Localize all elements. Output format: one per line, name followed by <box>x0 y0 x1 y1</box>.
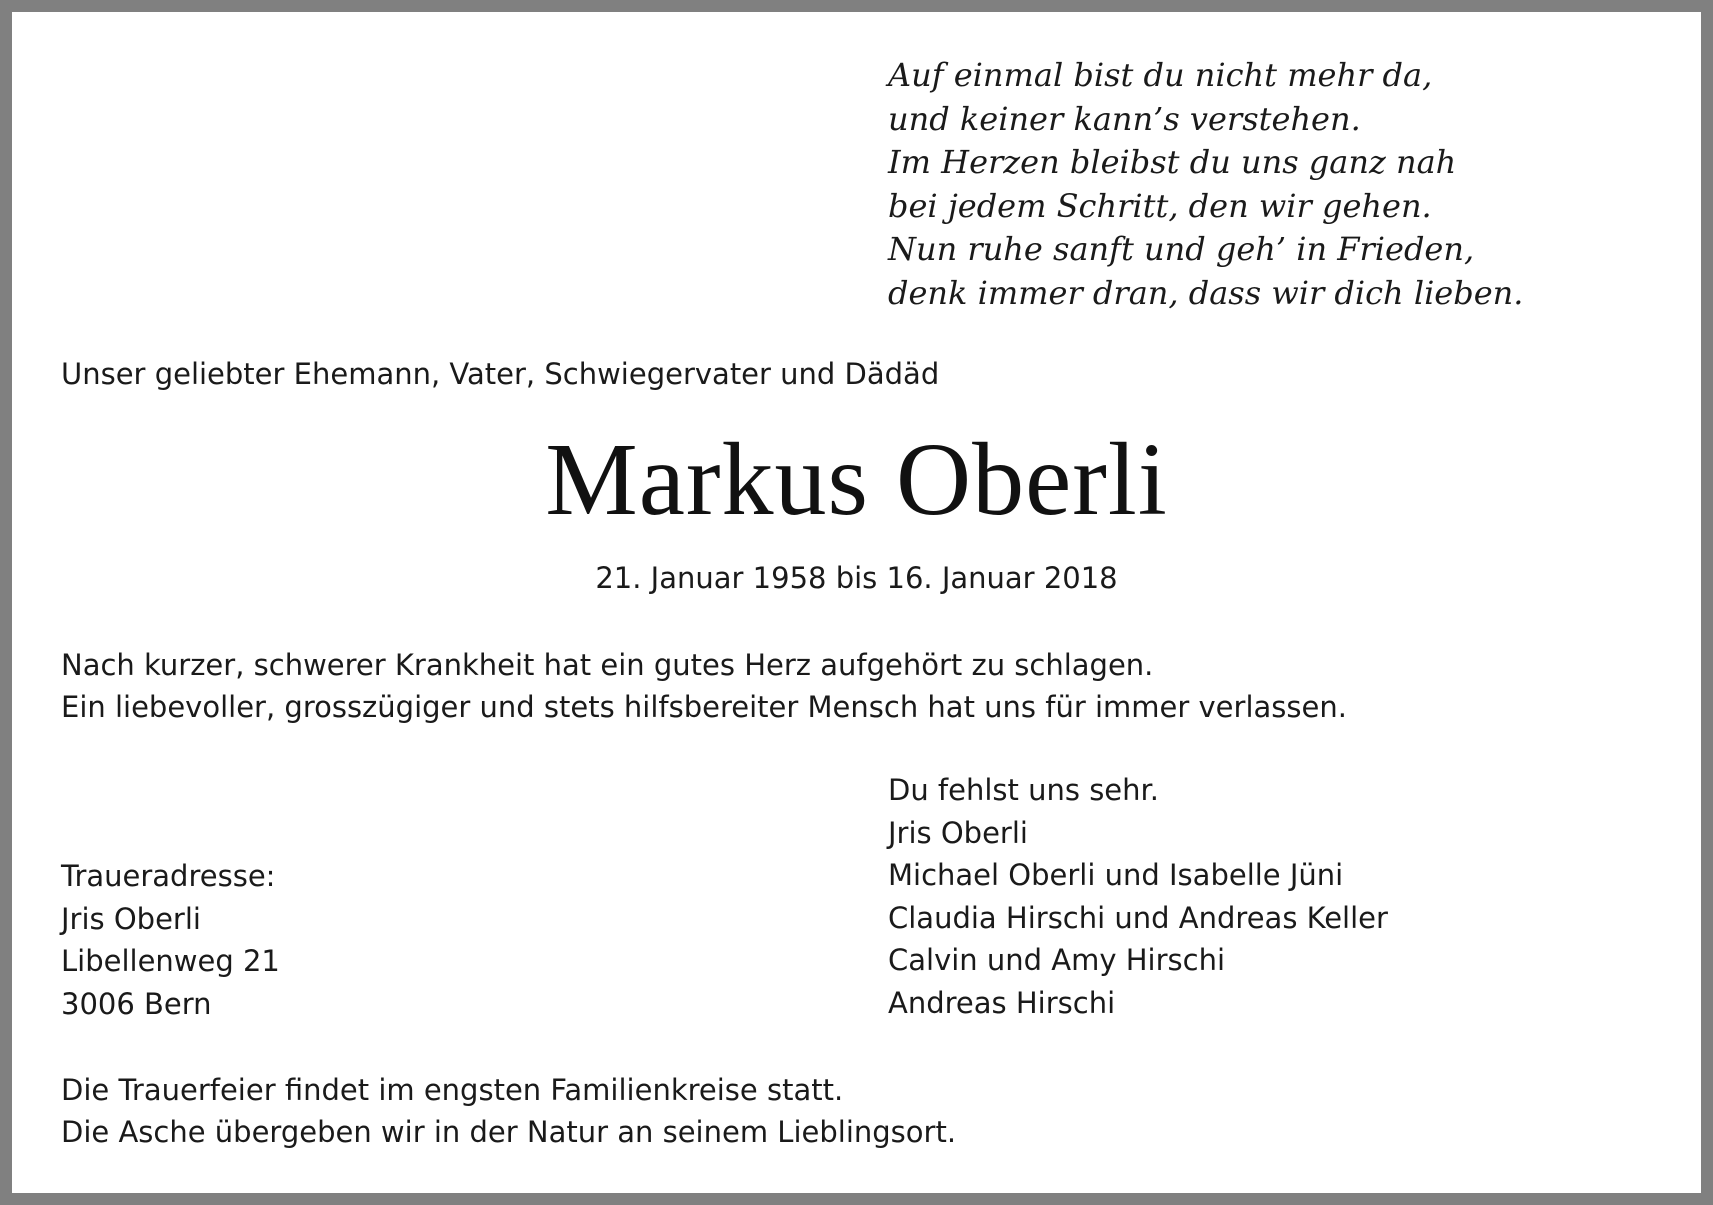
family-line: Jris Oberli <box>888 815 1028 850</box>
obituary-card <box>12 12 1701 1193</box>
message-line: Ein liebevoller, grosszügiger und stets hilfsbereiter Mensch hat uns für immer verlassen. <box>61 690 1347 724</box>
poem-line: Auf einmal bist du nicht mehr da, <box>888 56 1433 94</box>
family-list <box>888 769 1388 1024</box>
address-line: 3006 Bern <box>61 986 212 1021</box>
family-line: Claudia Hirschi und Andreas Keller <box>888 900 1388 935</box>
address-line: Libellenweg 21 <box>61 944 280 978</box>
poem-line: denk immer dran, dass wir dich lieben. <box>888 273 1524 312</box>
family-line: Andreas Hirschi <box>888 985 1116 1020</box>
family-line: Du fehlst uns sehr. <box>888 773 1160 807</box>
poem-line: und keiner kann’s verstehen. <box>888 99 1361 138</box>
intro-text: Unser geliebter Ehemann, Vater, Schwiegervater und Dädäd <box>61 357 940 391</box>
mourning-address <box>61 855 280 1025</box>
life-dates: 21. Januar 1958 bis 16. Januar 2018 <box>595 561 1118 595</box>
address-line: Jris Oberli <box>61 901 201 936</box>
poem-line: Nun ruhe sanft und geh’ in Frieden, <box>888 230 1475 268</box>
closing-note <box>61 1069 956 1153</box>
message <box>61 644 1347 728</box>
family-line: Michael Oberli und Isabelle Jüni <box>888 858 1344 892</box>
poem-line: bei jedem Schritt, den wir gehen. <box>888 186 1432 225</box>
closing-line: Die Trauerfeier findet im engsten Familienkreise statt. <box>61 1073 844 1107</box>
address-label: Traueradresse: <box>61 859 276 893</box>
family-line: Calvin und Amy Hirschi <box>888 943 1226 977</box>
closing-line: Die Asche übergeben wir in der Natur an seinem Lieblingsort. <box>61 1115 957 1149</box>
poem <box>888 54 1523 315</box>
poem-line: Im Herzen bleibst du uns ganz nah <box>888 143 1457 181</box>
message-line: Nach kurzer, schwerer Krankheit hat ein gutes Herz aufgehört zu schlagen. <box>61 648 1154 682</box>
deceased-name: Markus Oberli <box>545 422 1168 537</box>
